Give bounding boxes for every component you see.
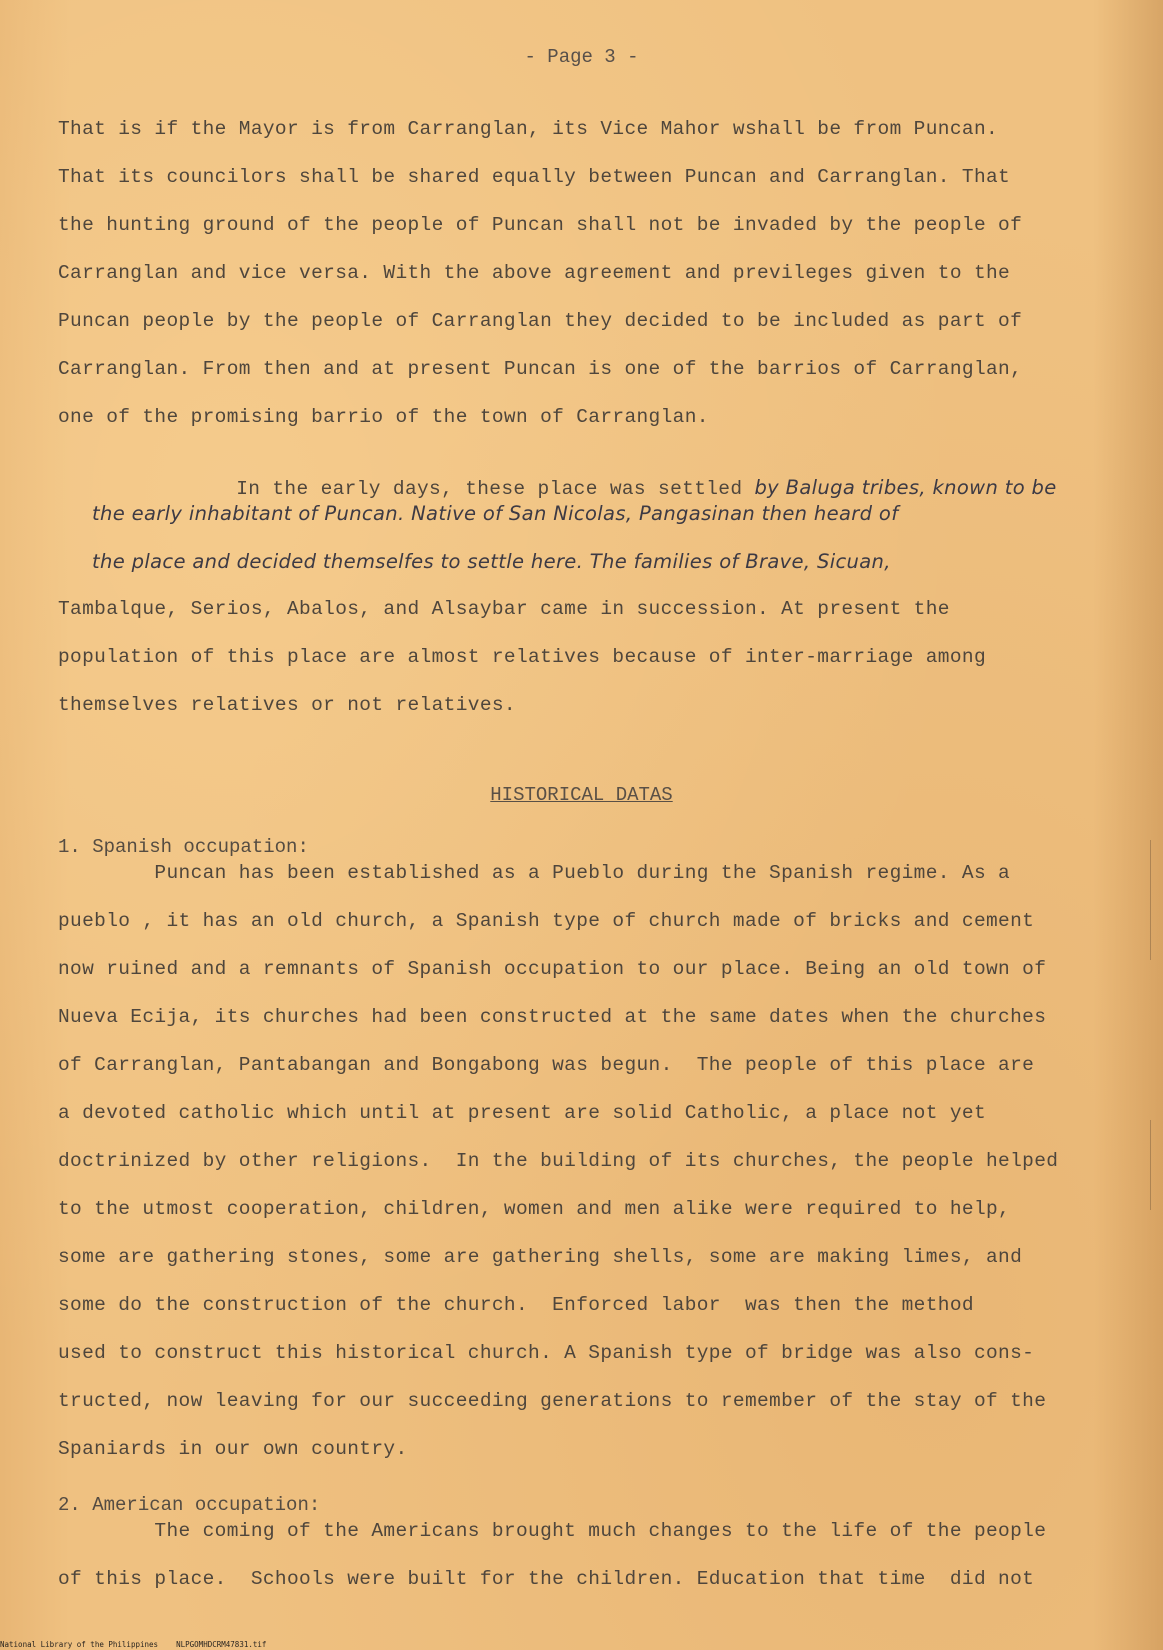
paragraph-line: That is if the Mayor is from Carranglan, its Vice Mahor wshall be from Puncan. [58,118,999,140]
paragraph-line: Carranglan. From then and at present Puncan is one of the barrios of Carranglan, [58,358,1023,380]
section-label: 1. Spanish occupation: [58,836,309,858]
handwritten-line: the early inhabitant of Puncan. Native of San Nicolas, Pangasinan then heard of [92,502,899,525]
paragraph-line: doctrinized by other religions. In the building of its churches, the people helped [58,1150,1059,1172]
paragraph-line: Spaniards in our own country. [58,1438,408,1460]
paragraph-line: themselves relatives or not relatives. [58,694,516,716]
paragraph-line: pueblo , it has an old church, a Spanish type of church made of bricks and cement [58,910,1035,932]
handwritten-line: the place and decided themselfes to settle here. The families of Brave, Sicuan, [92,550,891,573]
paragraph-line: one of the promising barrio of the town of Carranglan. [58,406,709,428]
handwritten-text: by Baluga tribes, known to be [754,476,1057,499]
section-label: 2. American occupation: [58,1494,321,1516]
paragraph-line: now ruined and a remnants of Spanish occupation to our place. Being an old town of [58,958,1047,980]
paragraph-line: population of this place are almost relatives because of inter-marriage among [58,646,986,668]
paragraph-line: Nueva Ecija, its churches had been constructed at the same dates when the churches [58,1006,1047,1028]
paragraph-line: Puncan has been established as a Pueblo during the Spanish regime. As a [58,862,1011,884]
paragraph-line: of Carranglan, Pantabangan and Bongabong was begun. The people of this place are [58,1054,1035,1076]
paper-edge-mark [1150,840,1151,960]
paragraph-line: Tambalque, Serios, Abalos, and Alsaybar came in succession. At present the [58,598,950,620]
paragraph-line: the hunting ground of the people of Puncan shall not be invaded by the people of [58,214,1023,236]
page-number: - Page 3 - [524,46,639,68]
section-heading: HISTORICAL DATAS [490,784,673,806]
paragraph-line: The coming of the Americans brought much changes to the life of the people [58,1520,1047,1542]
paragraph-line: used to construct this historical church. A Spanish type of bridge was also cons- [58,1342,1035,1364]
paragraph-line: some do the construction of the church. Enforced labor was then the method [58,1294,974,1316]
scan-footer: National Library of the Philippines NLPGOMHDCRM47831.tif [0,1640,267,1649]
paragraph-line: of this place. Schools were built for the children. Education that time did not [58,1568,1035,1590]
typed-text: In the early days, these place was settled [236,478,755,500]
paragraph-line: That its councilors shall be shared equally between Puncan and Carranglan. That [58,166,1011,188]
paper-edge-mark [1150,1120,1151,1210]
paragraph-line: tructed, now leaving for our succeeding generations to remember of the stay of the [58,1390,1047,1412]
paragraph-line: to the utmost cooperation, children, women and men alike were required to help, [58,1198,1011,1220]
paragraph-line: some are gathering stones, some are gathering shells, some are making limes, and [58,1246,1023,1268]
paragraph-line: a devoted catholic which until at present are solid Catholic, a place not yet [58,1102,986,1124]
paragraph-line: Carranglan and vice versa. With the above agreement and previleges given to the [58,262,1011,284]
paragraph-line: Puncan people by the people of Carranglan they decided to be included as part of [58,310,1023,332]
